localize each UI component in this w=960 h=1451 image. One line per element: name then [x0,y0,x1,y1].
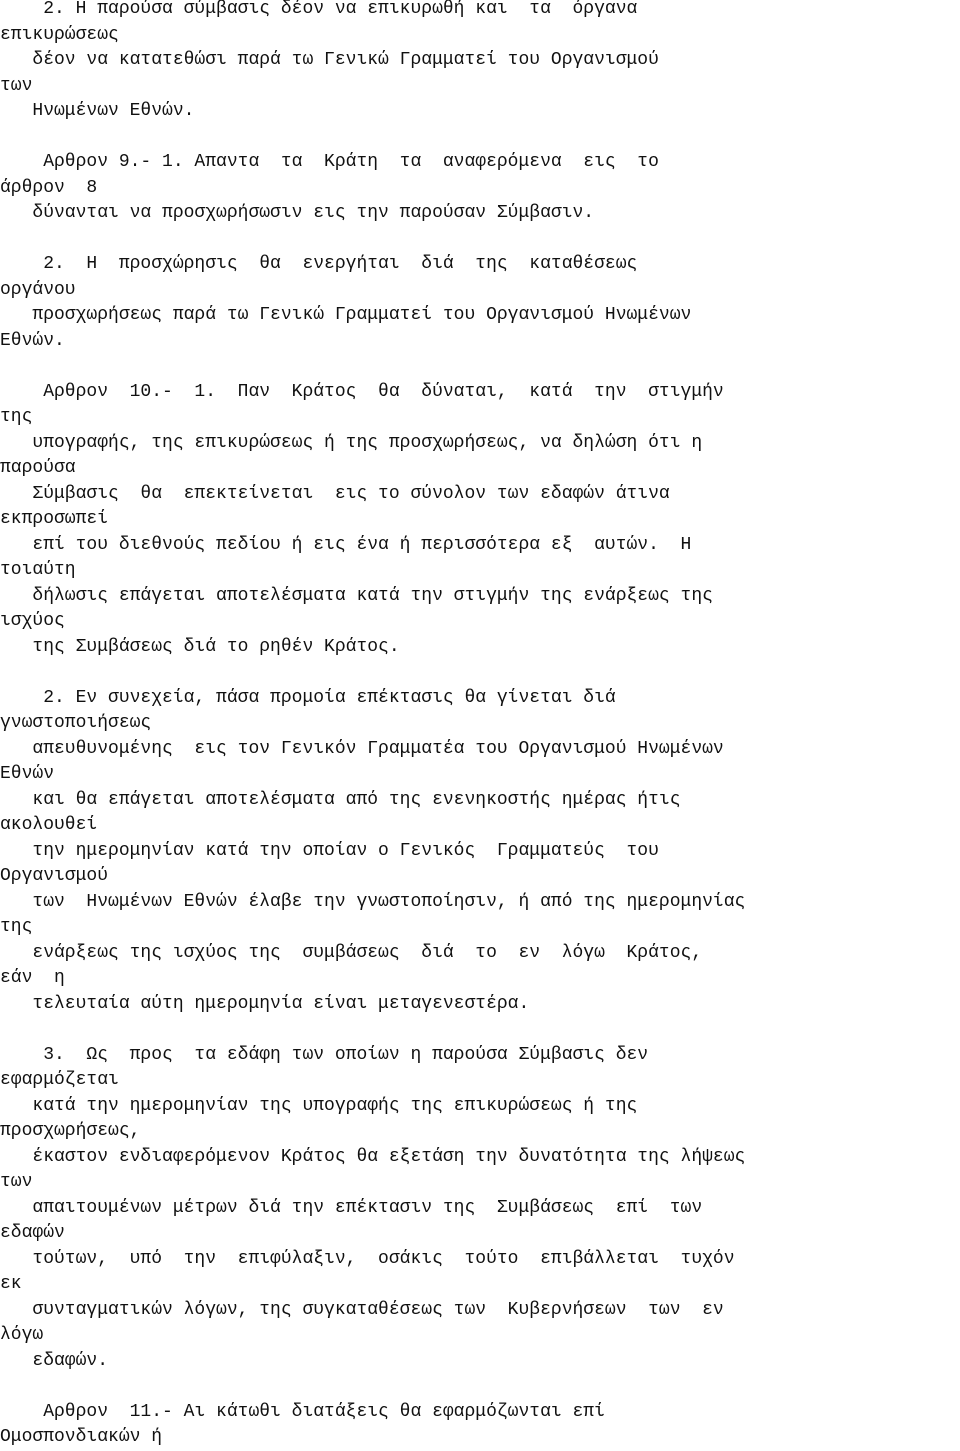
text-line: παρούσα [0,458,76,478]
text-line: εάν η [0,968,65,988]
text-line: οργάνου [0,279,76,300]
text-line: τελευταία αύτη ημερομηνία είναι μεταγενεστέρα. [0,993,530,1014]
text-line: Ομοσπονδιακών ή [0,1427,163,1447]
text-line: 2. Η προσχώρησις θα ενεργήται διά της καταθέσεως [0,254,638,274]
text-line: 3. Ως προς τα εδάφη των οποίων η παρούσα Σύμβασις δεν [0,1044,649,1065]
text-line: επί του διεθνούς πεδίου ή εις ένα ή περισσότερα εξ αυτών. Η [0,534,692,555]
text-line: έκαστον ενδιαφερόμενον Κράτος θα εξετάση την δυνατότητα της λήψεως [0,1146,746,1167]
text-line: λόγω [0,1325,44,1345]
text-line: ακολουθεί [0,815,98,835]
text-line: απευθυνομένης εις τον Γενικόν Γραμματέα του Οργανισμού Ηνωμένων [0,738,724,759]
text-line: κατά την ημερομηνίαν της υπογραφής της επικυρώσεως ή της [0,1095,638,1116]
text-line: δέον να κατατεθώσι παρά τω Γενικώ Γραμματεί του Οργανισμού [0,50,659,70]
text-line: επικυρώσεως [0,24,119,45]
text-line: της [0,917,33,937]
text-line: Οργανισμού [0,866,109,886]
text-line: Ηνωμένων Εθνών. [0,101,195,121]
text-line: των Ηνωμένων Εθνών έλαβε την γνωστοποίησιν, ή από της ημερομηνίας [0,891,746,912]
text-line: εδαφών [0,1223,65,1243]
blank-line [0,354,960,380]
text-line: απαιτουμένων μέτρων διά την επέκτασιν της Συμβάσεως επί των [0,1197,703,1218]
text-line: της Συμβάσεως διά το ρηθέν Κράτος. [0,636,400,657]
text-line: εκ [0,1274,22,1294]
text-line: των [0,1172,33,1192]
blank-line [0,1017,960,1043]
text-line: άρθρον 8 [0,177,98,198]
text-line: εκπροσωπεί [0,509,109,529]
blank-line [0,660,960,686]
text-line: Εθνών. [0,330,65,351]
text-line: της [0,407,33,427]
text-line: προσχωρήσεως, [0,1121,141,1141]
text-line: Αρθρον 11.- Αι κάτωθι διατάξεις θα εφαρμόζωνται επί [0,1401,605,1422]
text-line: ισχύος [0,611,65,631]
text-line: τοιαύτη [0,560,76,580]
text-line: συνταγματικών λόγων, της συγκαταθέσεως των Κυβερνήσεων των εν [0,1299,724,1320]
blank-line [0,1374,960,1400]
text-line: τούτων, υπό την επιφύλαξιν, οσάκις τούτο επιβάλλεται τυχόν [0,1248,735,1269]
text-line: δύνανται να προσχωρήσωσιν εις την παρούσαν Σύμβασιν. [0,203,595,223]
text-line: την ημερομηνίαν κατά την οποίαν ο Γενικός Γραμματεύς του [0,840,659,861]
text-line: ενάρξεως της ισχύος της συμβάσεως διά το εν λόγω Κράτος, [0,942,703,963]
text-line: εφαρμόζεται [0,1070,119,1090]
text-line: 2. Η παρούσα σύμβασις δέον να επικυρωθή και τα όργανα [0,0,638,19]
text-line: υπογραφής, της επικυρώσεως ή της προσχωρήσεως, να δηλώση ότι η [0,432,703,453]
text-line: Σύμβασις θα επεκτείνεται εις το σύνολον των εδαφών άτινα [0,483,670,504]
text-line: Αρθρον 10.- 1. Παν Κράτος θα δύναται, κατά την στιγμήν [0,381,724,402]
text-line: γνωστοποιήσεως [0,713,152,733]
text-line: προσχωρήσεως παρά τω Γενικώ Γραμματεί του Οργανισμού Ηνωμένων [0,305,692,325]
text-line: Εθνών [0,764,55,784]
text-line: και θα επάγεται αποτελέσματα από της ενενηκοστής ημέρας ήτις [0,789,681,810]
blank-line [0,227,960,253]
text-line: των [0,75,33,96]
text-line: Αρθρον 9.- 1. Απαντα τα Κράτη τα αναφερόμενα εις το [0,152,659,172]
text-line: εδαφών. [0,1350,109,1371]
text-line: 2. Εν συνεχεία, πάσα προμοία επέκτασις θα γίνεται διά [0,687,616,708]
text-line: δήλωσις επάγεται αποτελέσματα κατά την στιγμήν της ενάρξεως της [0,585,713,606]
blank-line [0,125,960,151]
